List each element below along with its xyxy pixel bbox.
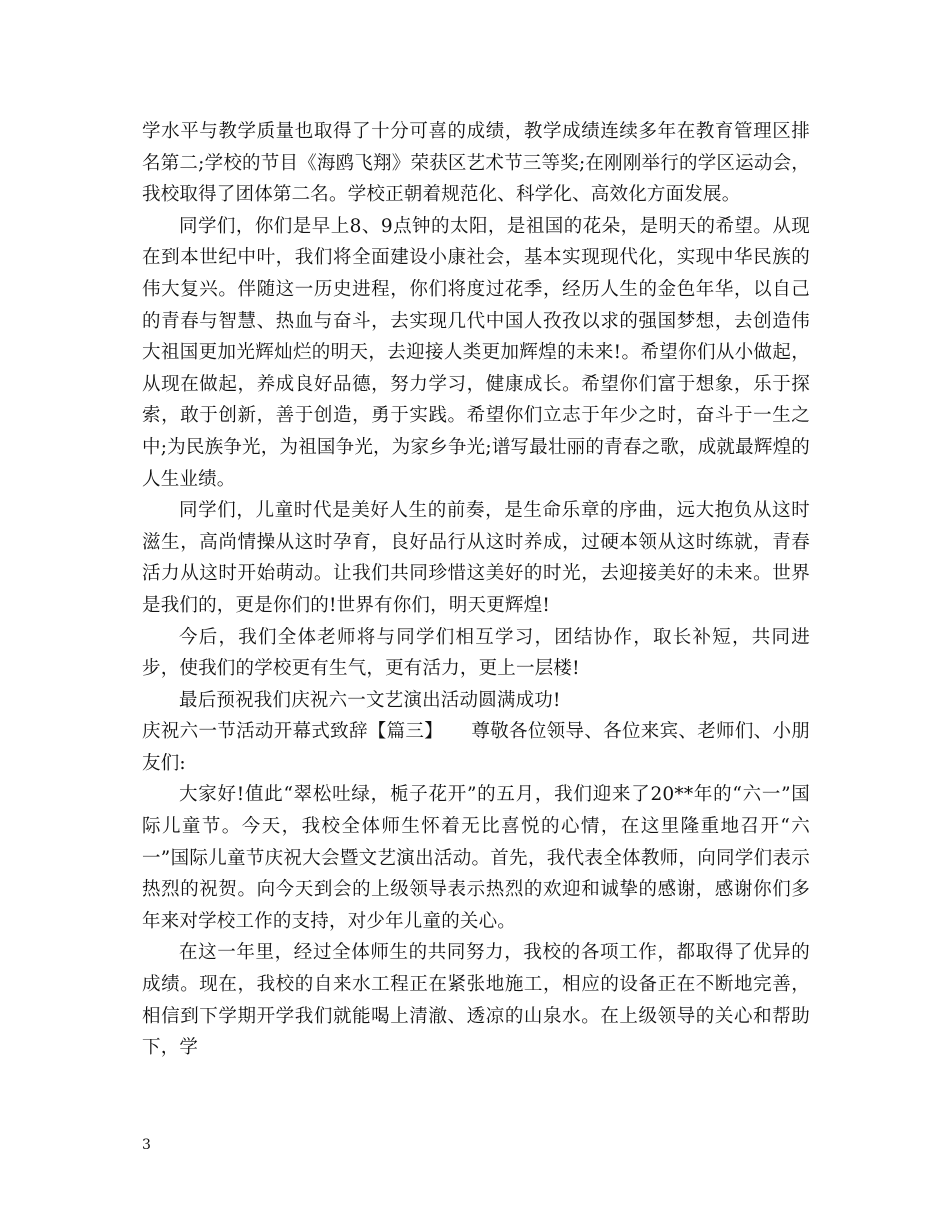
page-number: 3 [142, 1137, 151, 1153]
paragraph-hope: 同学们，你们是早上8、9点钟的太阳，是祖国的花朵，是明天的希望。从现在到本世纪中叶，我们将全面建设小康社会，基本实现现代化，实现中华民族的伟大复兴。伴随这一历史进程，你们将度过花季，经历人生的金色年华，以自己的青春与智慧、热血与奋斗，去实现几代中国人孜孜以求的强国梦想，去创造伟大祖国更加光辉灿烂的明天，去迎接人类更加辉煌的未来!。希望你们从小做起，从现在做起，养成良好品德，努力学习，健康成长。希望你们富于想象，乐于探索，敢于创新，善于创造，勇于实践。希望你们立志于年少之时，奋斗于一生之中;为民族争光，为祖国争光，为家乡争光;谱写最壮丽的青春之歌，成就最辉煌的人生业绩。 [142, 215, 810, 490]
paragraph-achievements: 在这一年里，经过全体师生的共同努力，我校的各项工作，都取得了优异的成绩。现在，我校的自来水工程正在紧张地施工，相应的设备正在不断地完善，相信到下学期开学我们就能喝上清澈、透凉的山泉水。在上级领导的关心和帮助下，学 [142, 942, 810, 1059]
paragraph-future: 今后，我们全体老师将与同学们相互学习，团结协作，取长补短，共同进步，使我们的学校更有生气，更有活力，更上一层楼! [142, 626, 810, 680]
paragraph-childhood: 同学们，儿童时代是美好人生的前奏，是生命乐章的序曲，远大抱负从这时滋生，高尚情操从这时孕育，良好品行从这时养成，过硬本领从这时练就，青春活力从这时开始萌动。让我们共同珍惜这美好的时光，去迎接美好的未来。世界是我们的，更是你们的!世界有你们，明天更辉煌! [142, 500, 810, 616]
paragraph-continuation: 学水平与教学质量也取得了十分可喜的成绩，教学成绩连续多年在教育管理区排名第二;学校的节目《海鸥飞翔》荣获区艺术节三等奖;在刚刚举行的学区运动会，我校取得了团体第二名。学校正朝着规范化、科学化、高效化方面发展。 [142, 121, 810, 206]
paragraph-wish: 最后预祝我们庆祝六一文艺演出活动圆满成功! [179, 689, 561, 711]
paragraph-greeting: 大家好!值此“翠松吐绿，栀子花开”的五月，我们迎来了20**年的“六一”国际儿童节。今天，我校全体师生怀着无比喜悦的心情，在这里隆重地召开“六一”国际儿童节庆祝大会暨文艺演出活动。首先，我代表全体教师，向同学们表示热烈的祝贺。向今天到会的上级领导表示热烈的欢迎和诚挚的感谢，感谢你们多年来对学校工作的支持，对少年儿童的关心。 [142, 784, 810, 932]
section-heading: 庆祝六一节活动开幕式致辞【篇三】 尊敬各位领导、各位来宾、老师们、小朋友们: [142, 721, 810, 774]
document-body [142, 116, 810, 1064]
